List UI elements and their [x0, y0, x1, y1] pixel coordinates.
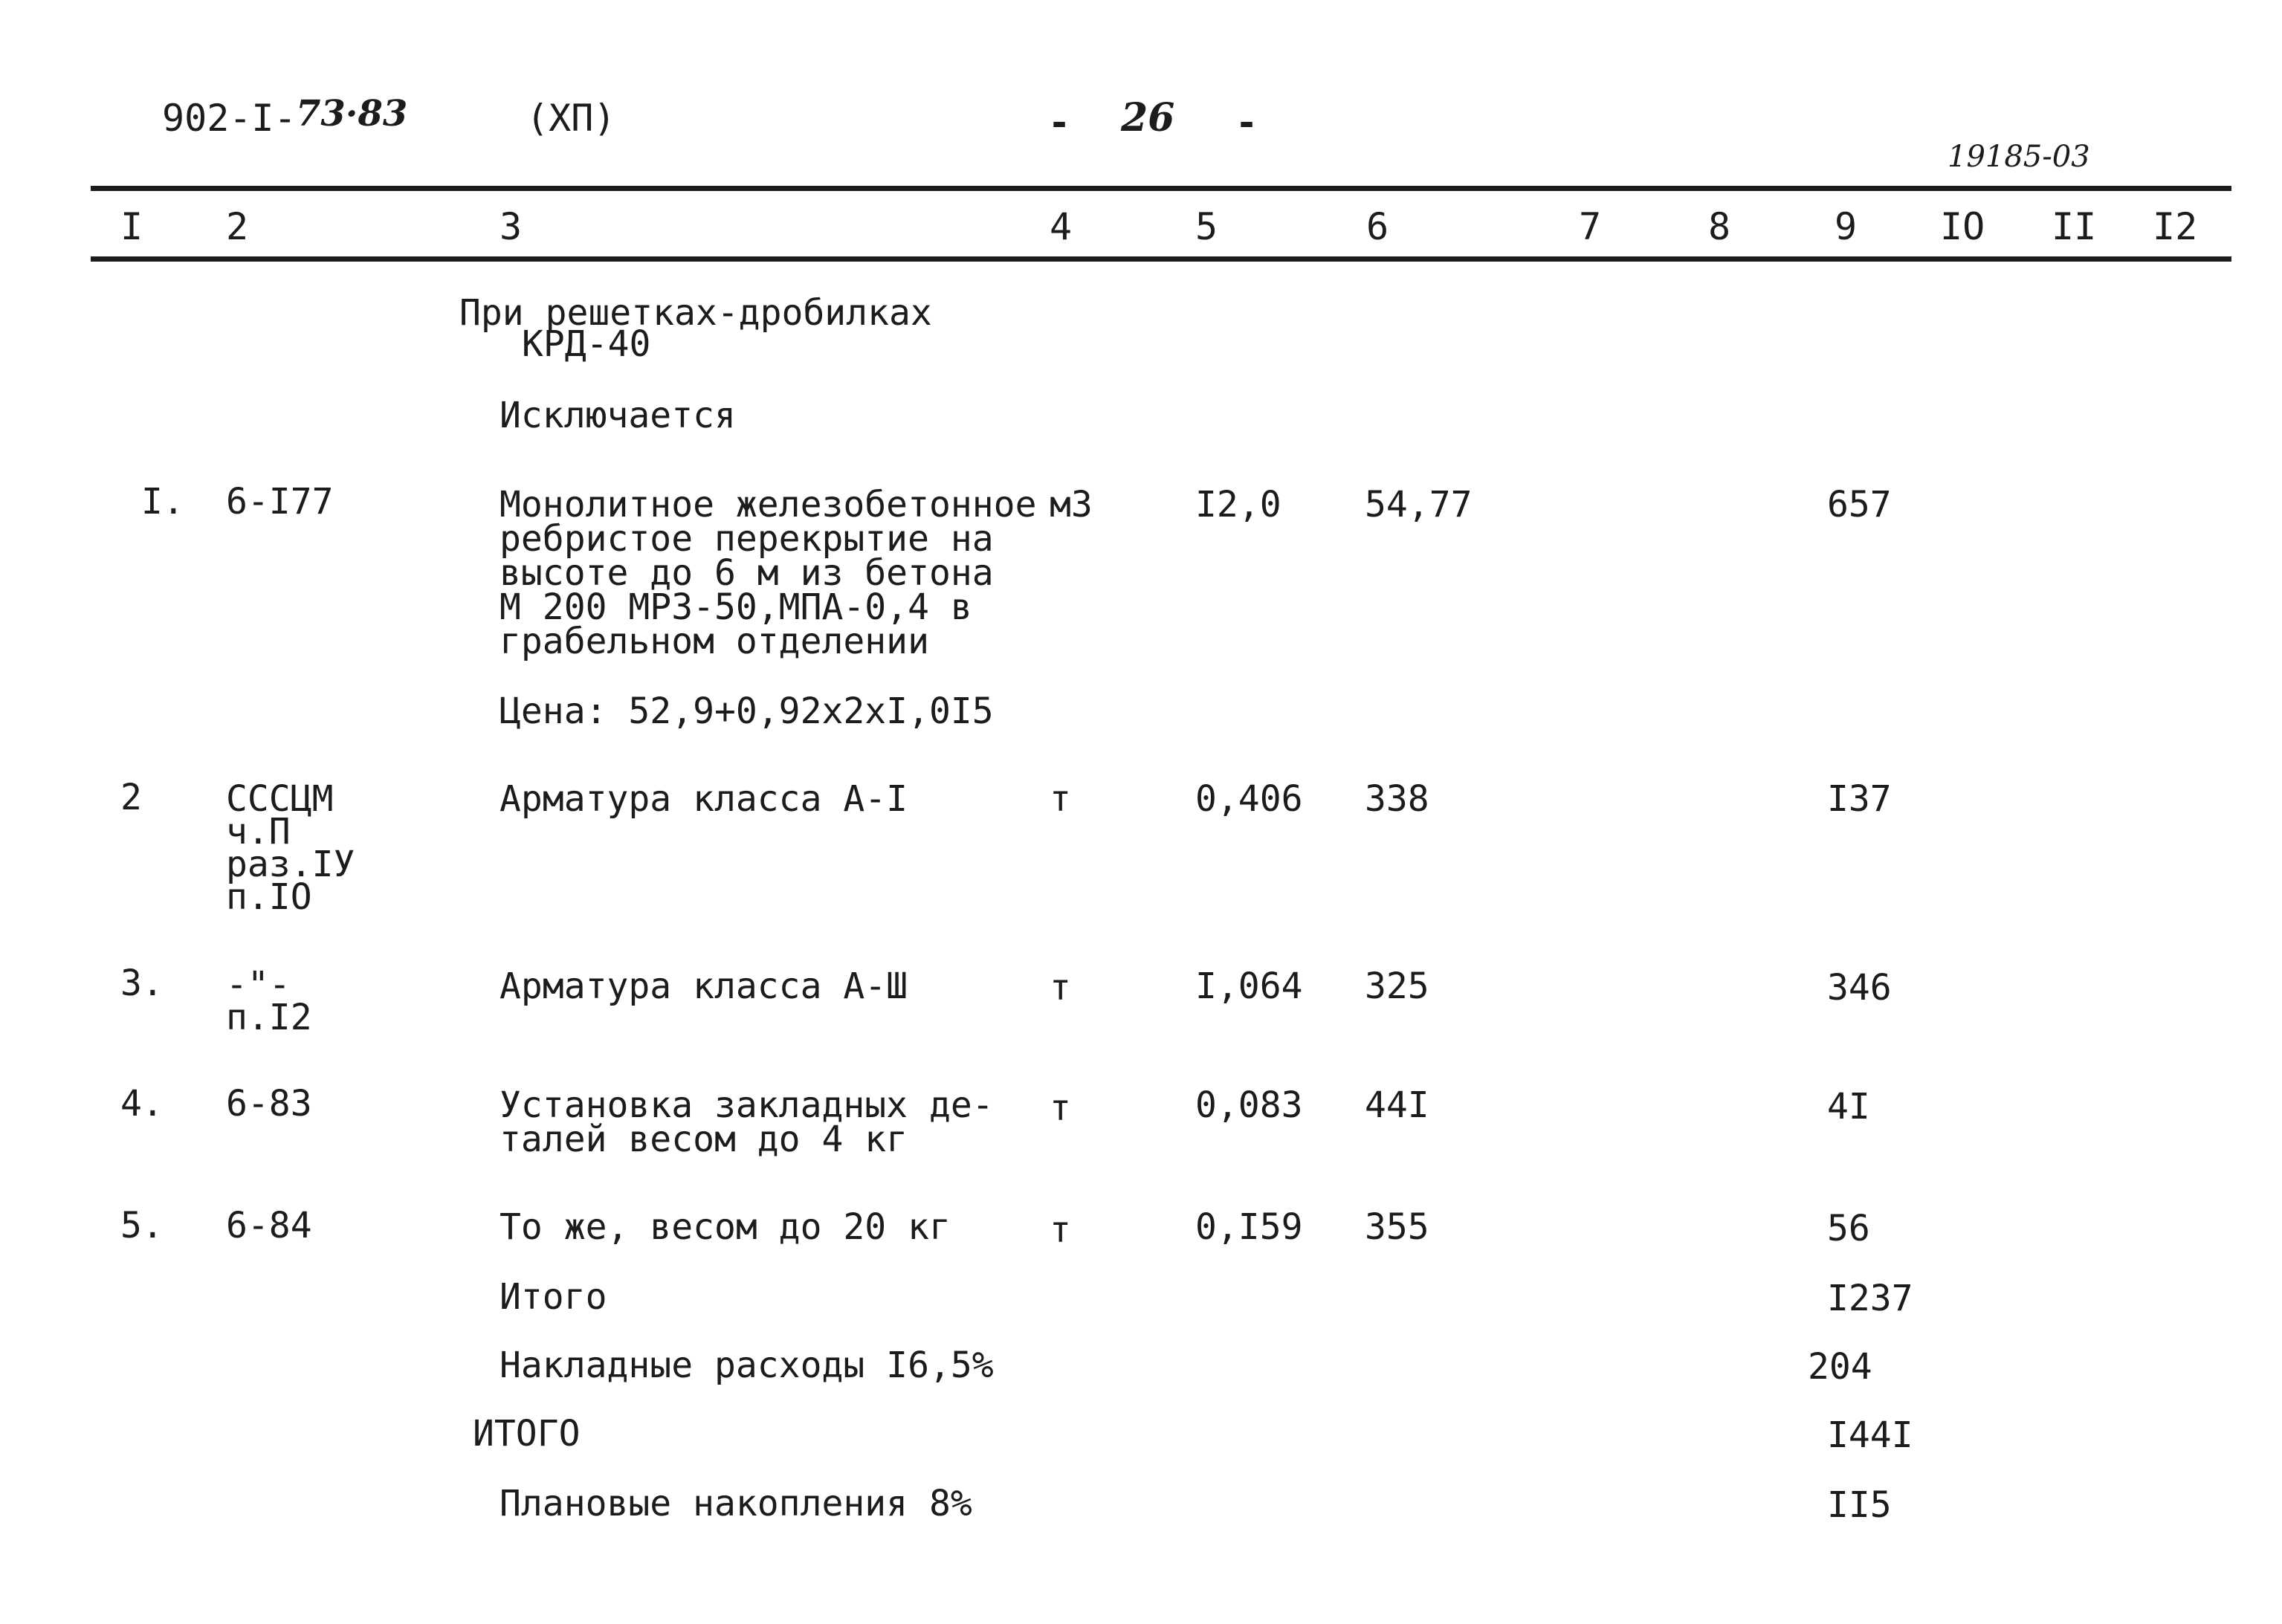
- page-number: 26: [1121, 95, 1175, 140]
- summary-value: 204: [1808, 1346, 1872, 1388]
- row-code: 6-I77: [226, 481, 334, 523]
- column-number-3: 3: [500, 205, 523, 248]
- row-total: 346: [1827, 967, 1892, 1009]
- row-price: 44I: [1365, 1084, 1429, 1126]
- row-number: I.: [141, 481, 184, 523]
- column-number-5: 5: [1195, 205, 1218, 248]
- row-description-line: Арматура класса А-I: [500, 778, 908, 820]
- summary-value: I237: [1827, 1278, 1913, 1319]
- row-code: раз.IУ: [226, 844, 355, 885]
- page-dash-left: -: [1048, 101, 1071, 144]
- row-unit: т: [1050, 778, 1071, 820]
- row-quantity: I,064: [1195, 965, 1303, 1007]
- column-number-12: I2: [2153, 205, 2198, 248]
- row-code: СССЦМ: [226, 778, 334, 820]
- registration-number: 19185-03: [1948, 140, 2090, 174]
- row-code: 6-83: [226, 1083, 312, 1125]
- table-top-rule: [91, 186, 2231, 191]
- row-quantity: 0,083: [1195, 1084, 1303, 1126]
- summary-label: Накладные расходы I6,5%: [500, 1345, 994, 1386]
- row-description-line: Монолитное железобетонное: [500, 484, 1037, 525]
- excluded-label: Исключается: [500, 395, 736, 436]
- row-code: ч.П: [226, 811, 291, 853]
- row-price: 325: [1365, 965, 1429, 1007]
- summary-value: II5: [1827, 1484, 1892, 1526]
- column-number-6: 6: [1366, 205, 1389, 248]
- row-code: п.IO: [226, 876, 312, 918]
- page-dash-right: -: [1235, 101, 1258, 144]
- intro-heading-line2: КРД-40: [522, 323, 651, 365]
- row-code: -"-: [226, 964, 291, 1006]
- column-number-7: 7: [1579, 205, 1602, 248]
- row-quantity: 0,406: [1195, 778, 1303, 820]
- row-code: 6-84: [226, 1205, 312, 1246]
- column-number-1: I: [120, 205, 143, 248]
- row-number: 5.: [120, 1205, 164, 1246]
- row-unit: т: [1050, 1087, 1071, 1129]
- section-number: (ХП): [526, 97, 616, 140]
- column-number-8: 8: [1708, 205, 1731, 248]
- table-header-rule: [91, 256, 2231, 262]
- row-price: 355: [1365, 1206, 1429, 1248]
- row-description-line: талей весом до 4 кг: [500, 1119, 908, 1160]
- row-total: 56: [1827, 1208, 1870, 1249]
- row-total: 4I: [1827, 1086, 1870, 1128]
- row-description-line: М 200 МРЗ-50,МПА-0,4 в: [500, 586, 972, 628]
- row-description-line: То же, весом до 20 кг: [500, 1206, 951, 1248]
- row-description-line: ребристое перекрытие на: [500, 518, 994, 560]
- summary-label: Итого: [500, 1276, 607, 1318]
- row-unit: т: [1050, 1209, 1071, 1251]
- row-total: 657: [1827, 484, 1892, 525]
- column-number-4: 4: [1050, 205, 1073, 248]
- row-code: п.I2: [226, 997, 312, 1038]
- column-number-2: 2: [226, 205, 249, 248]
- summary-label: Плановые накопления 8%: [500, 1483, 972, 1524]
- row-quantity: 0,I59: [1195, 1206, 1303, 1248]
- column-number-10: IO: [1940, 205, 1985, 248]
- row-quantity: I2,0: [1195, 484, 1281, 525]
- row-unit: т: [1050, 967, 1071, 1009]
- row-total: I37: [1827, 778, 1892, 820]
- document-code: 902-I-: [162, 97, 297, 140]
- row-description-line: грабельном отделении: [500, 621, 929, 662]
- summary-value: I44I: [1827, 1414, 1913, 1456]
- row-price: 54,77: [1365, 484, 1473, 525]
- row-unit: м3: [1050, 484, 1093, 525]
- summary-label: ИТОГО: [473, 1413, 581, 1455]
- intro-heading-line1: При решетках-дробилках: [459, 292, 932, 334]
- row-number: 2: [120, 777, 142, 818]
- row-description-line: Установка закладных де-: [500, 1084, 994, 1126]
- price-note: Цена: 52,9+0,92х2хI,0I5: [500, 690, 994, 732]
- document-code-handwritten: 73·83: [296, 93, 408, 135]
- column-number-11: II: [2052, 205, 2097, 248]
- row-description-line: Арматура класса А-Ш: [500, 965, 908, 1007]
- column-number-9: 9: [1835, 205, 1858, 248]
- row-description-line: высоте до 6 м из бетона: [500, 552, 994, 594]
- row-price: 338: [1365, 778, 1429, 820]
- row-number: 4.: [120, 1083, 164, 1125]
- row-number: 3.: [120, 963, 164, 1004]
